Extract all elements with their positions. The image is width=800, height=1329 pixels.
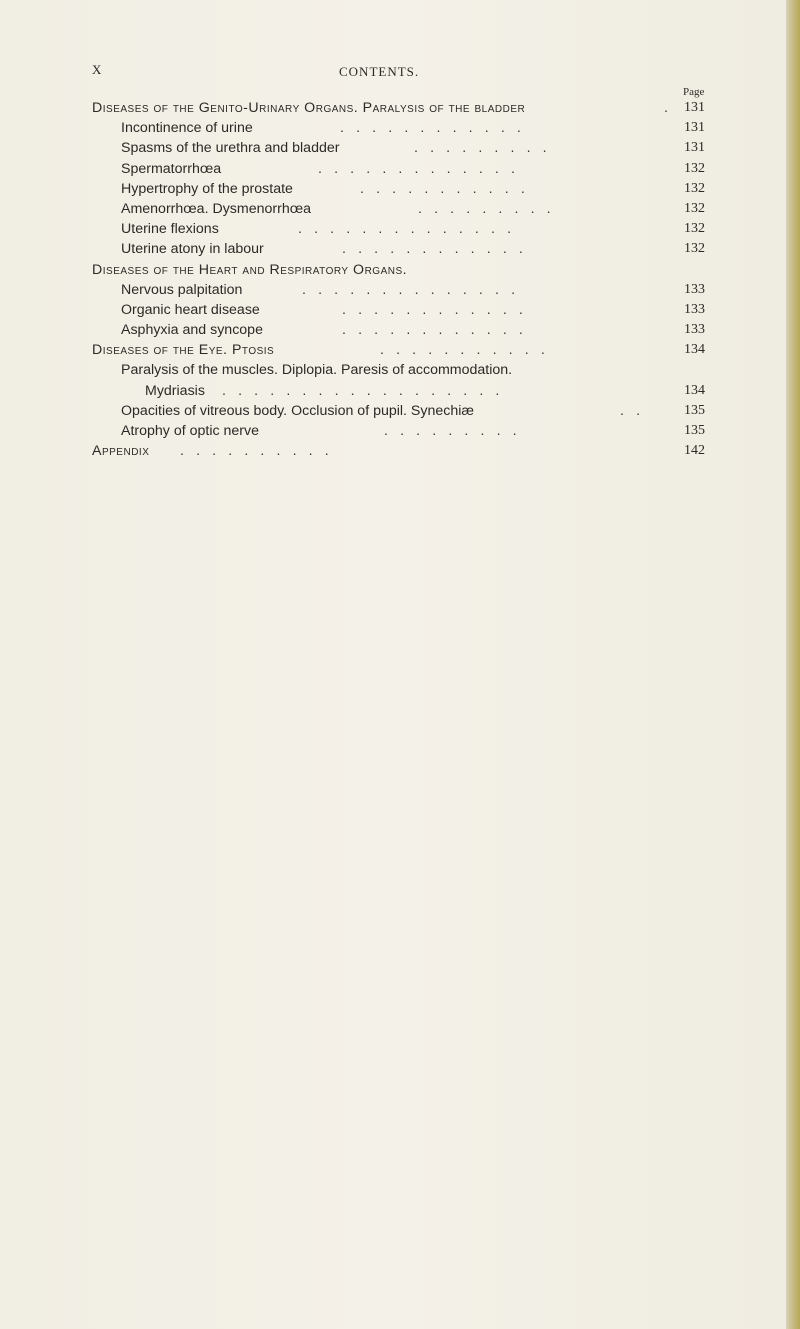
leader-dots: . . . . . . . . . . . . . . <box>302 281 520 298</box>
toc-entry <box>0 403 786 423</box>
toc-entry <box>0 322 786 342</box>
table-of-contents <box>0 100 786 463</box>
toc-page-number: 132 <box>684 241 705 257</box>
toc-entry <box>0 443 786 463</box>
toc-page-number: 132 <box>684 200 705 216</box>
leader-dots: . . . . . . . . . . . . . . <box>298 221 516 238</box>
toc-page-number: 135 <box>684 423 705 438</box>
leader-dots: . <box>664 100 673 116</box>
toc-page-number: 134 <box>684 382 705 398</box>
toc-entry-text: Spermatorrhœa <box>121 160 222 177</box>
toc-entry <box>0 383 786 403</box>
toc-page-number: 131 <box>684 140 705 156</box>
toc-page-number: 133 <box>684 322 705 338</box>
toc-entry-text: Opacities of vitreous body. Occlusion of pupil. Synechiæ <box>121 402 475 419</box>
toc-entry-text: Incontinence of urine <box>121 120 253 137</box>
toc-entry-text: Spasms of the urethra and bladder <box>121 140 340 157</box>
leader-dots: . . . . . . . . . . <box>180 443 333 460</box>
toc-entry <box>0 241 786 261</box>
page-numeral: X <box>92 62 103 77</box>
leader-dots: . . . . . . . . . . . <box>380 342 549 359</box>
page-title: CONTENTS. <box>339 64 420 79</box>
toc-entry <box>0 140 786 160</box>
toc-page-number: 133 <box>684 281 705 297</box>
toc-page-number: 132 <box>684 221 705 237</box>
leader-dots: . . . . . . . . . . . . <box>342 301 527 318</box>
toc-page-number: 131 <box>684 100 705 115</box>
toc-entry-text: Paralysis of the muscles. Diplopia. Paresis of accommodation. <box>121 362 513 379</box>
leader-dots: . . . . . . . . . . . . <box>342 322 527 339</box>
toc-page-number: 133 <box>684 301 705 317</box>
toc-entry <box>0 201 786 221</box>
toc-entry-text: Uterine flexions <box>121 221 219 238</box>
toc-entry <box>0 262 786 282</box>
toc-page-number: 132 <box>684 180 705 196</box>
leader-dots: . . . . . . . . . <box>418 200 555 217</box>
toc-entry <box>0 342 786 362</box>
toc-entry-text: Hypertrophy of the prostate <box>121 180 293 197</box>
toc-entry-text: Atrophy of optic nerve <box>121 423 260 439</box>
toc-section-heading: Diseases of the Heart and Respiratory Organs. <box>92 261 408 278</box>
toc-page-number: 142 <box>684 443 705 459</box>
toc-page-number: 132 <box>684 160 705 176</box>
toc-page-number: 134 <box>684 342 705 358</box>
leader-dots: . . . . . . . . . . . . . . . . . . <box>222 382 504 399</box>
leader-dots: . . . . . . . . . . . . . <box>318 160 520 177</box>
toc-entry-text: Asphyxia and syncope <box>121 322 263 339</box>
toc-entry <box>0 362 786 382</box>
toc-entry-text: Mydriasis <box>145 382 205 399</box>
toc-entry <box>0 302 786 322</box>
leader-dots: . . . . . . . . . <box>414 140 551 157</box>
toc-section-heading: Appendix <box>92 443 150 460</box>
leader-dots: . . . . . . . . . . . . <box>340 120 525 137</box>
toc-page-number: 131 <box>684 120 705 136</box>
toc-entry <box>0 282 786 302</box>
leader-dots: . . . . . . . . . . . <box>360 180 529 197</box>
toc-entry-text: Organic heart disease <box>121 301 260 318</box>
leader-dots: . . . . . . . . . . . . <box>342 241 527 258</box>
toc-entry <box>0 181 786 201</box>
leader-dots: . . <box>620 402 645 419</box>
toc-entry <box>0 161 786 181</box>
toc-entry <box>0 221 786 241</box>
leader-dots: . . . . . . . . . <box>384 423 521 439</box>
toc-entry-text: Amenorrhœa. Dysmenorrhœa <box>121 200 312 217</box>
toc-entry-text: Nervous palpitation <box>121 281 243 298</box>
toc-entry <box>0 100 786 120</box>
toc-entry <box>0 120 786 140</box>
toc-section-heading: Diseases of the Eye. Ptosis <box>92 342 275 359</box>
toc-entry <box>0 423 786 443</box>
page-edge <box>786 0 800 1329</box>
toc-entry-text: Uterine atony in labour <box>121 241 264 258</box>
toc-section-heading: Diseases of the Genito-Urinary Organs. Paralysis of the bladder <box>92 100 526 116</box>
page-column-heading: Page <box>683 86 705 98</box>
toc-page-number: 135 <box>684 402 705 418</box>
